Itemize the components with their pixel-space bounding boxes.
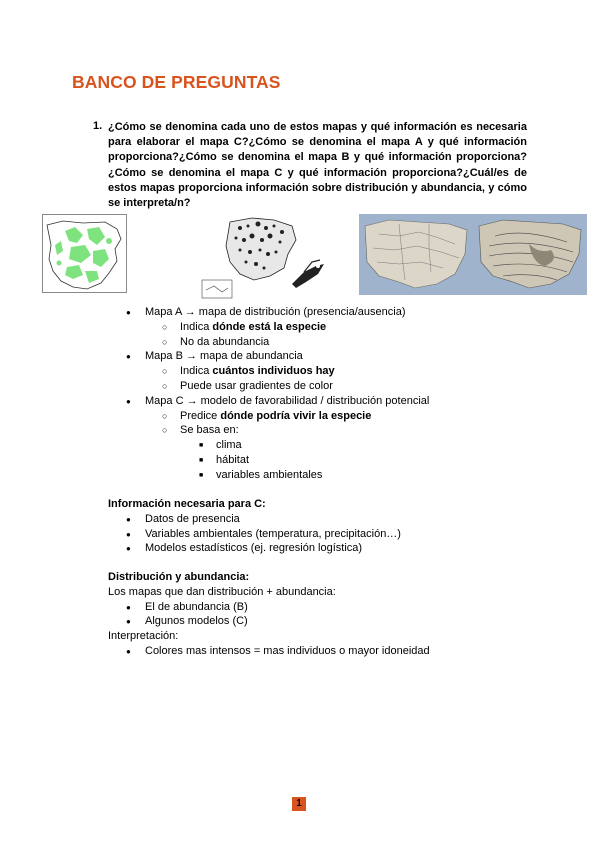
bullet-disc-icon: ● (126, 617, 131, 627)
map-a-detail-prefix: Indica (180, 320, 213, 333)
list-item (108, 394, 429, 409)
map-c-detail-bold: dónde podría vivir la especie (220, 409, 372, 422)
map-c-basis-item: hábitat (216, 453, 250, 466)
bullet-disc-icon: ● (126, 308, 131, 317)
bullet-square-icon: ■ (199, 471, 204, 479)
distribution-intro: Los mapas que dan distribución + abundancia: (108, 585, 336, 598)
distribution-heading: Distribución y abundancia: (108, 571, 250, 583)
map-b-image (200, 214, 328, 300)
bullet-circle-icon: ○ (162, 366, 168, 377)
list-item (108, 320, 429, 335)
map-a-image (42, 214, 127, 293)
map-c-label: Mapa C → modelo de favorabilidad / distribución potencial (145, 394, 430, 407)
distribution-section (108, 570, 430, 659)
bullet-disc-icon: ● (126, 602, 131, 612)
list-item (108, 453, 429, 468)
bullet-disc-icon: ● (126, 529, 131, 539)
bullet-circle-icon: ○ (162, 425, 168, 436)
page-number: 1 (292, 797, 306, 811)
page-title: BANCO DE PREGUNTAS (72, 72, 281, 92)
map-b-detail-prefix: Indica (180, 365, 213, 378)
map-c-detail-prefix: Predice (180, 409, 221, 422)
bullet-circle-icon: ○ (162, 380, 168, 391)
bullet-square-icon: ■ (199, 456, 204, 464)
list-item (108, 600, 430, 615)
list-item (108, 349, 429, 364)
map-b-label: Mapa B → mapa de abundancia (145, 350, 303, 363)
list-item (108, 614, 430, 629)
info-c-item: Variables ambientales (temperatura, precipitación…) (145, 527, 401, 540)
list-item (108, 335, 429, 350)
info-c-heading: Información necesaria para C: (108, 498, 266, 510)
bullet-disc-icon: ● (126, 646, 131, 656)
bullet-disc-icon: ● (126, 514, 131, 524)
bullet-disc-icon: ● (126, 352, 131, 362)
question-number: 1. (93, 120, 103, 132)
answer-list (108, 305, 429, 483)
list-item (108, 379, 429, 394)
list-item (108, 512, 401, 527)
map-c-basis-item: variables ambientales (216, 468, 323, 481)
info-c-section (108, 497, 401, 556)
list-item (108, 305, 429, 320)
map-c-basis-item: clima (216, 439, 242, 452)
question-text: ¿Cómo se denomina cada uno de estos mapas y qué información es necesaria para elaborar el mapa C?¿Cómo se denomina el mapa A y qué información proporciona?¿Cómo se denomina el mapa B y qué información proporciona?¿Cómo se denomina el mapa C y qué información proporciona?¿Cuál/es de estos mapas proporciona información sobre distribución y abundancia, y cómo se interpreta/n? (108, 121, 527, 210)
list-item (108, 527, 401, 542)
bullet-circle-icon: ○ (162, 321, 168, 332)
map-a-detail-bold: dónde está la especie (212, 320, 327, 333)
list-item (108, 423, 429, 438)
map-a-label: Mapa A → mapa de distribución (presencia/ausencia) (145, 306, 406, 318)
distribution-item: El de abundancia (B) (145, 600, 248, 613)
bullet-disc-icon: ● (126, 396, 131, 406)
bullet-circle-icon: ○ (162, 336, 168, 347)
list-item (108, 541, 401, 556)
bullet-disc-icon: ● (126, 544, 131, 554)
interpretation-item: Colores mas intensos = mas individuos o mayor idoneidad (145, 644, 430, 657)
list-item (108, 468, 429, 483)
info-c-item: Datos de presencia (145, 512, 240, 525)
bullet-circle-icon: ○ (162, 410, 168, 421)
list-item (108, 409, 429, 424)
map-c-image-left (359, 214, 473, 295)
list-item (108, 438, 429, 453)
map-a-detail-2: No da abundancia (180, 335, 270, 348)
info-c-item: Modelos estadísticos (ej. regresión logística) (145, 542, 363, 555)
list-item (108, 364, 429, 379)
distribution-item: Algunos modelos (C) (145, 615, 248, 628)
bullet-square-icon: ■ (199, 442, 204, 450)
map-b-detail-bold: cuántos individuos hay (212, 365, 335, 378)
map-c-image-right (473, 214, 587, 295)
map-c-detail-2: Se basa en: (180, 424, 239, 437)
map-b-detail-2: Puede usar gradientes de color (180, 379, 333, 392)
interpretation-label: Interpretación: (108, 630, 179, 643)
list-item (108, 644, 430, 659)
